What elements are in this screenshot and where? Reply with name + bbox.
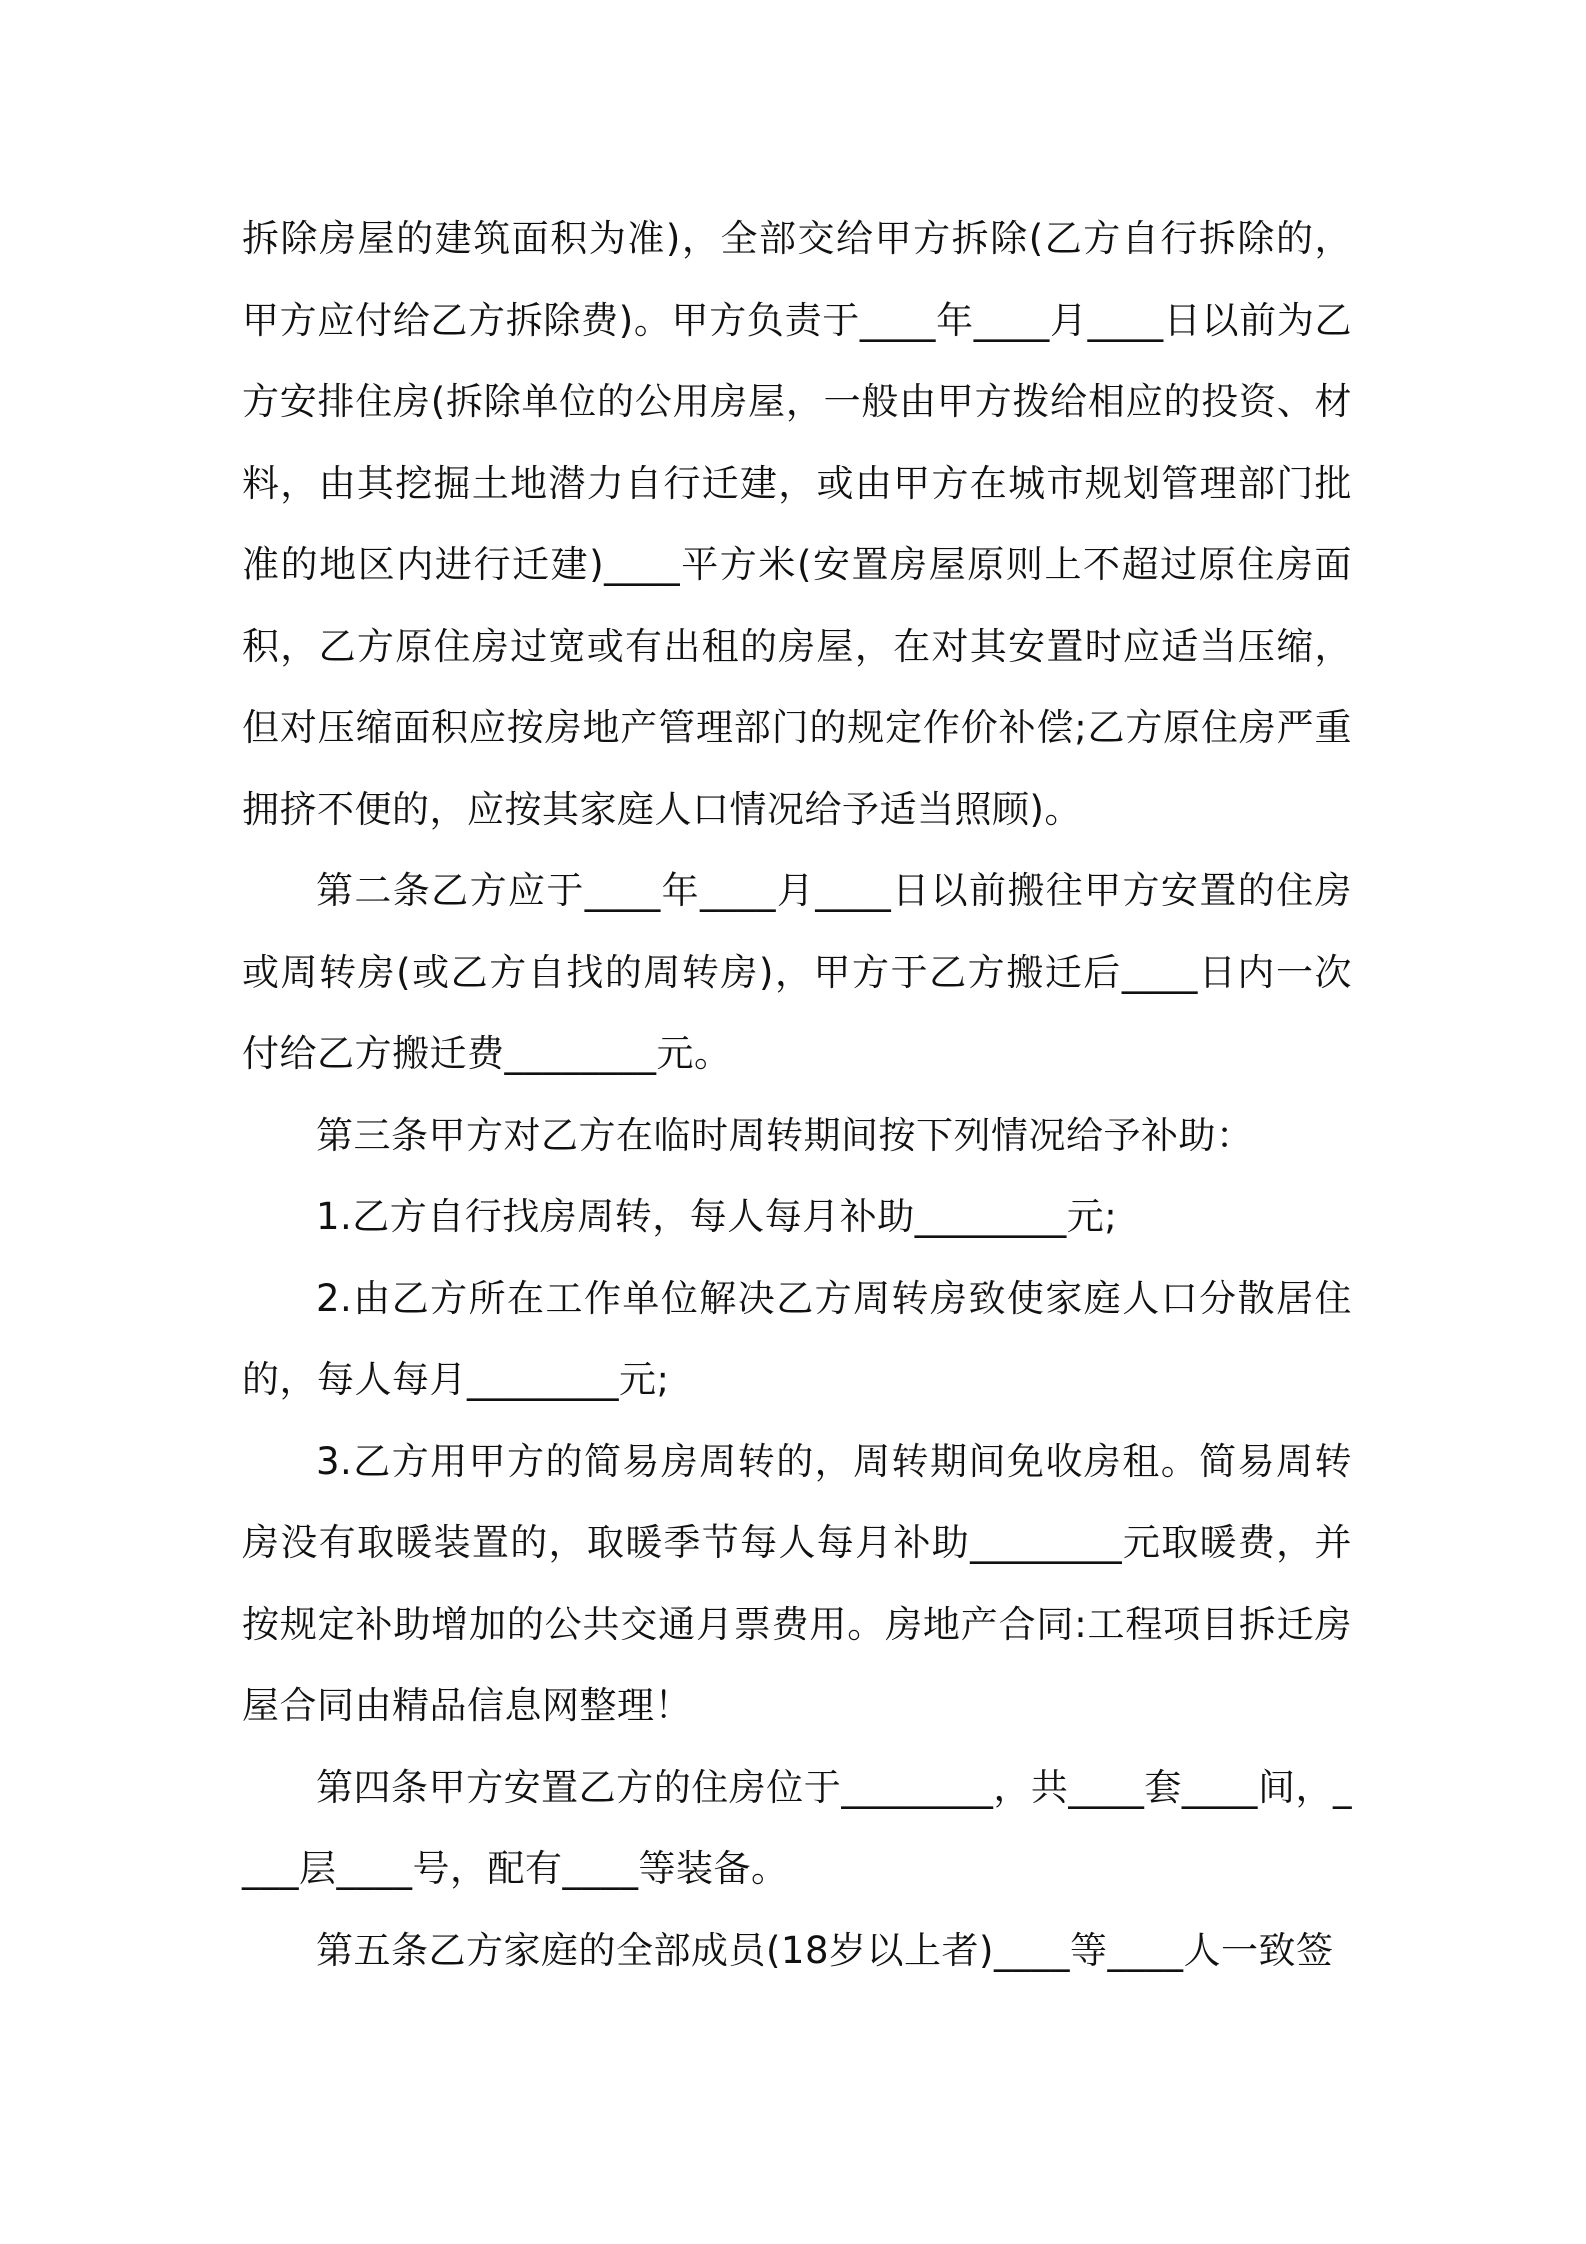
paragraph-article-3: 第三条甲方对乙方在临时周转期间按下列情况给予补助： (316, 1113, 1254, 1157)
paragraph-article-3-item-2: 2.由乙方所在工作单位解决乙方周转房致使家庭人口分散居住的，每人每月________元; (242, 1276, 1352, 1401)
paragraph-article-4: 第四条甲方安置乙方的住房位于________，共____套____间，____层____号，配有____等装备。 (242, 1765, 1352, 1890)
paragraph-article-3-item-3: 3.乙方用甲方的简易房周转的，周转期间免收房租。简易周转房没有取暖装置的，取暖季节每人每月补助________元取暖费，并按规定补助增加的公共交通月票费用。房地产合同:工程项目拆迁房屋合同由精品信息网整理！ (242, 1439, 1352, 1727)
paragraph-article-2: 第二条乙方应于____年____月____日以前搬往甲方安置的住房或周转房(或乙方自找的周转房)，甲方于乙方搬迁后____日内一次付给乙方搬迁费________元。 (242, 869, 1352, 1075)
paragraph-continuation-demolition: 拆除房屋的建筑面积为准)，全部交给甲方拆除(乙方自行拆除的，甲方应付给乙方拆除费)。甲方负责于____年____月____日以前为乙方安排住房(拆除单位的公用房屋，一般由甲方拨给相应的投资、材料，由其挖掘土地潜力自行迁建，或由甲方在城市规划管理部门批准的地区内进行迁建)____平方米(安置房屋原则上不超过原住房面积，乙方原住房过宽或有出租的房屋，在对其安置时应适当压缩，但对压缩面积应按房地产管理部门的规定作价补偿;乙方原住房严重拥挤不便的，应按其家庭人口情况给予适当照顾)。 (242, 217, 1352, 831)
paragraph-article-3-item-1: 1.乙方自行找房周转，每人每月补助________元; (316, 1195, 1118, 1238)
paragraph-article-5: 第五条乙方家庭的全部成员(18岁以上者)____等____人一致签 (316, 1928, 1334, 1972)
document-body (242, 198, 1352, 1991)
